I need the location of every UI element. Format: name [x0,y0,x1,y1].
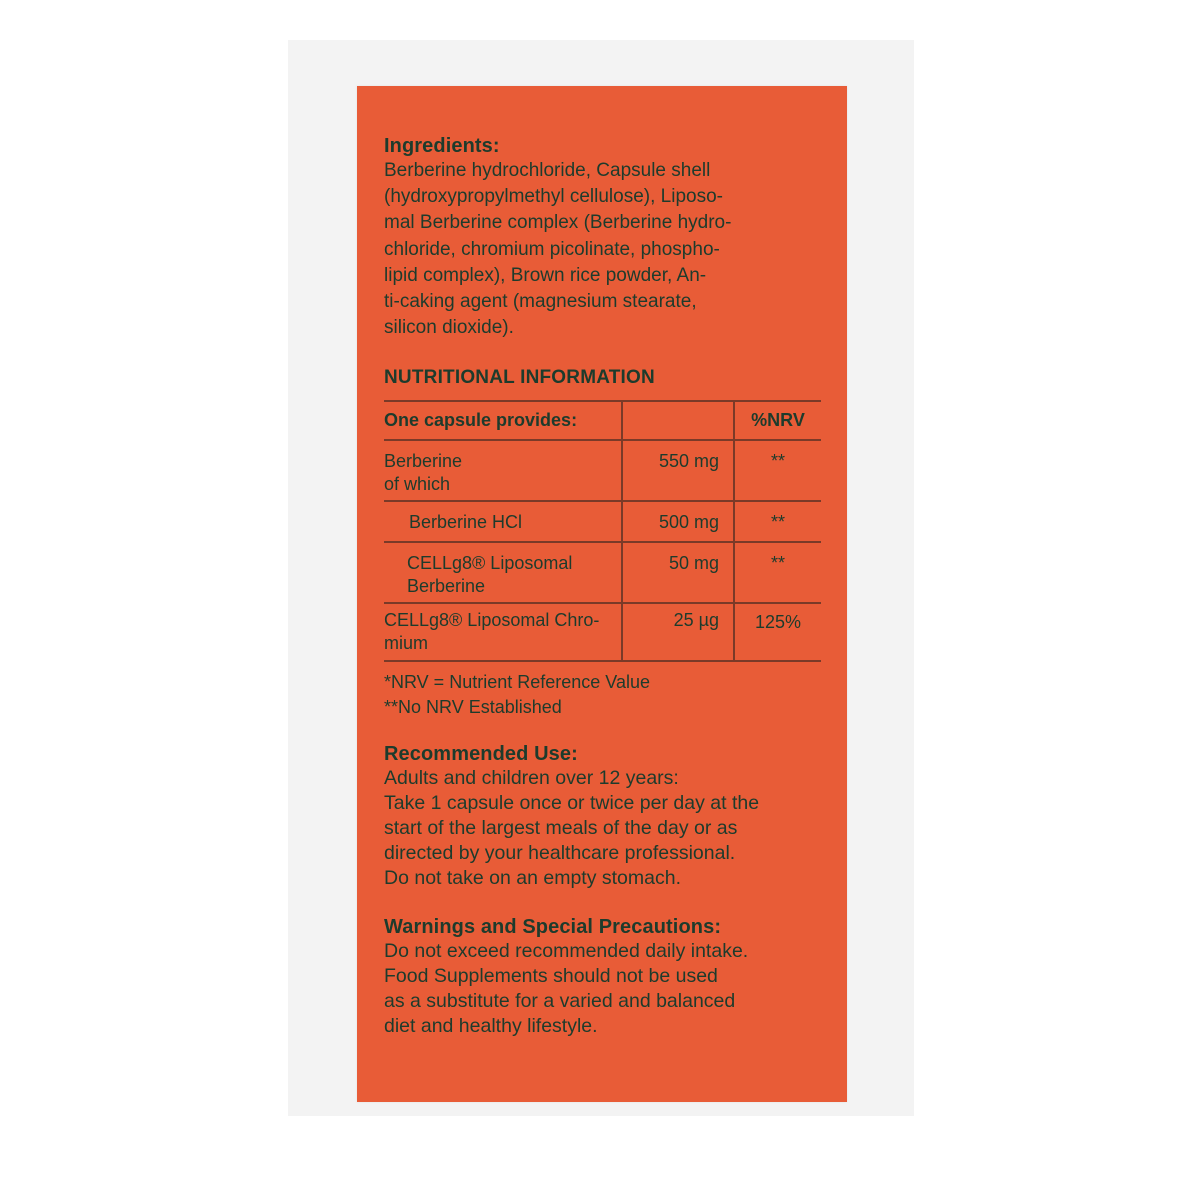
row-nrv: ** [770,553,785,574]
header-amount [623,402,719,411]
ingredients-section [384,134,824,341]
label-content [384,134,824,1039]
table-row [384,440,821,501]
recommended-use-section [384,742,824,891]
recommended-use-text: Adults and children over 12 years: Take 1 capsule once or twice per day at the start of the largest meals of the day or as directed by your healthcare professional. Do not take on an empty stomach. [384,767,760,890]
warnings-heading: Warnings and Special Precautions: [384,916,722,939]
row-name: CELLg8® Liposomal Berberine [407,553,573,597]
warnings-section [384,915,824,1039]
ingredients-heading: Ingredients: [384,135,500,157]
row-nrv: ** [770,512,785,533]
warnings-text: Do not exceed recommended daily intake. Food Supplements should not be used as a substitute for a varied and balanced diet and healthy lifestyle. [384,940,749,1038]
nutrition-table [384,400,821,662]
table-header-row [384,401,821,440]
row-name: Berberine of which [384,451,463,495]
row-amount: 50 mg [668,553,719,574]
recommended-use-heading: Recommended Use: [384,743,578,766]
nutrition-title: NUTRITIONAL INFORMATION [384,367,655,389]
nrv-footnotes: *NRV = Nutrient Reference Value **No NRV Established [384,672,650,718]
row-name: Berberine HCl [409,512,523,533]
table-row [384,501,821,542]
row-nrv: 125% [754,612,802,633]
ingredients-text: Berberine hydrochloride, Capsule shell (hydroxypropylmethyl cellulose), Liposo- mal Berberine complex (Berberine hydro- chloride, chromium picolinate, phospho- lipid complex), Brown rice powder, An- ti-caking agent (magnesium stearate, silicon dioxide). [384,160,732,339]
row-nrv: ** [770,451,785,472]
row-amount: 500 mg [658,512,719,533]
table-row [384,603,821,661]
row-amount: 25 µg [673,610,719,631]
table-row [384,542,821,603]
row-amount: 550 mg [658,451,719,472]
header-nrv: %NRV [751,410,805,431]
row-name: CELLg8® Liposomal Chro- mium [384,610,600,654]
header-provides: One capsule provides: [384,410,578,431]
